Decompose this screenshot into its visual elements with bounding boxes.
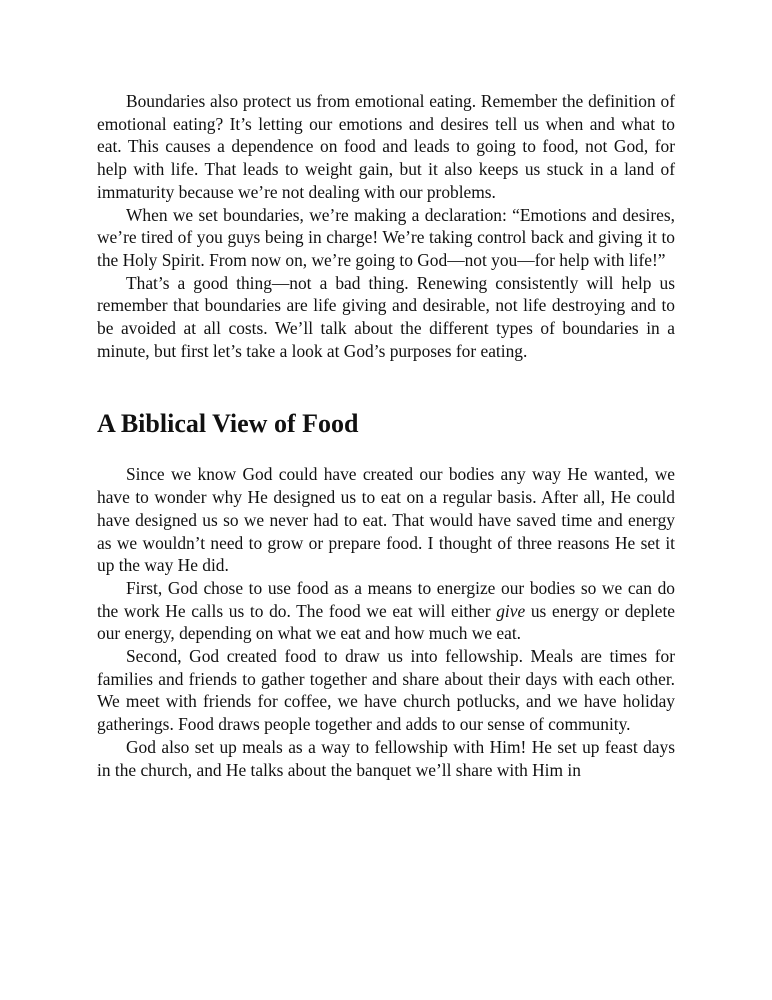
paragraph-energize-after: us energy or deplete our energy, depending on what we eat and how much we eat. [97,600,676,644]
paragraph-fellowship: Second, God created food to draw us into fellowship. Meals are times for families and friends to gather together and share about their days with each other. We meet with friends for coffee, we have church potlucks, and we have holiday gatherings. Food draws people together and adds to our sense of community. [97,646,675,735]
paragraph-energize [97,577,675,645]
paragraph-energize-before: First, God chose to use food as a means to energize our bodies so we can do the work He calls us to do. The food we eat will either [97,577,675,621]
section-heading: A Biblical View of Food [97,409,359,439]
book-page [97,90,675,781]
paragraph-declaration: When we set boundaries, we’re making a declaration: “Emotions and desires, we’re tired of you guys being in charge! We’re taking control back and giving it to the Holy Spirit. From now on, we’re going to God—not you—for help with life!” [97,204,675,270]
emphasis-give: give [496,600,526,621]
paragraph-fellowship-with-him: God also set up meals as a way to fellowship with Him! He set up feast days in the church, and He talks about the banquet we’ll share with Him in [97,736,675,780]
paragraph-good-thing: That’s a good thing—not a bad thing. Renewing consistently will help us remember that boundaries are life giving and desirable, not life destroying and to be avoided at all costs. We’ll talk about the different types of boundaries in a minute, but first let’s take a look at God’s purposes for eating. [97,272,675,361]
paragraph-emotional-eating: Boundaries also protect us from emotional eating. Remember the definition of emotional eating? It’s letting our emotions and desires tell us when and what to eat. This causes a dependence on food and leads to going to food, not God, for help with life. That leads to weight gain, but it also keeps us stuck in a land of immaturity because we’re not dealing with our problems. [97,91,675,202]
paragraph-design-to-eat: Since we know God could have created our bodies any way He wanted, we have to wonder why He designed us to eat on a regular basis. After all, He could have designed us so we never had to eat. That would have saved time and energy as we wouldn’t need to grow or prepare food. I thought of three reasons He set it up the way He did. [97,464,675,576]
